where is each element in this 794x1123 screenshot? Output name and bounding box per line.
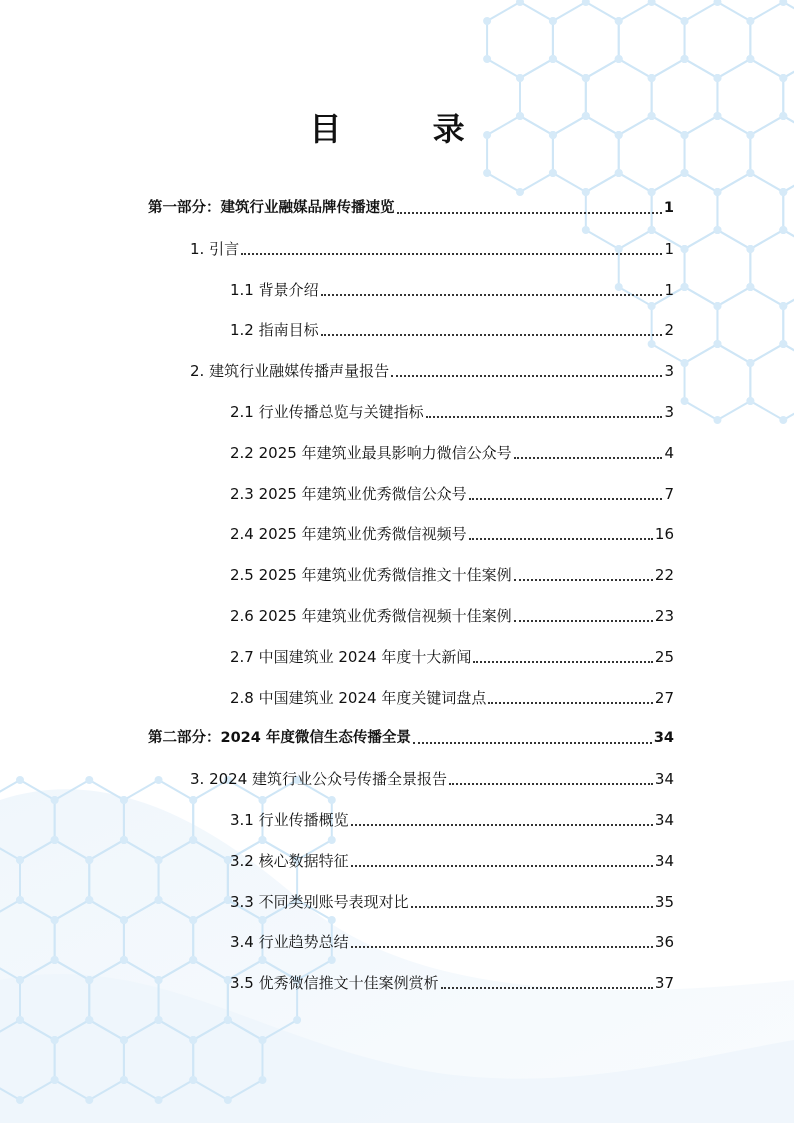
dot-leader [441, 987, 653, 989]
toc-entry-section[interactable] [230, 522, 674, 544]
toc-entry-section[interactable] [230, 441, 674, 463]
toc-entry-label: 3.1 行业传播概览 [230, 811, 349, 829]
dot-leader [351, 946, 653, 948]
toc-entry-page-number: 34 [653, 730, 674, 747]
toc-entry-page-number: 23 [654, 607, 674, 625]
toc-entry-section[interactable] [230, 400, 674, 422]
dot-leader [411, 906, 653, 908]
dot-leader [391, 375, 662, 377]
toc-entry-section[interactable] [230, 808, 674, 830]
toc-entry-page-number: 34 [654, 770, 674, 789]
toc-entry-label: 2.5 2025 年建筑业优秀微信推文十佳案例 [230, 566, 512, 585]
toc-heading: 目 录 [309, 110, 505, 148]
toc-entry-label: 2.3 2025 年建筑业优秀微信公众号 [230, 484, 467, 503]
dot-leader [397, 212, 662, 214]
dot-leader [413, 742, 652, 744]
dot-leader [514, 579, 653, 581]
toc-entry-page-number: 35 [654, 892, 674, 911]
toc-entry-label: 2.7 中国建筑业 2024 年度十大新闻 [230, 647, 472, 666]
dot-leader [351, 865, 653, 867]
toc-entry-label: 3.5 优秀微信推文十佳案例赏析 [230, 974, 439, 993]
dot-leader [351, 824, 653, 826]
toc-entry-page-number: 16 [654, 525, 674, 544]
toc-entry-section[interactable] [230, 971, 674, 993]
dot-leader [321, 334, 663, 336]
toc-entry-label: 2.1 行业传播总览与关键指标 [230, 403, 424, 421]
toc-entry-chapter[interactable] [190, 237, 674, 259]
dot-leader [426, 416, 663, 418]
toc-entry-label: 2.2 2025 年建筑业最具影响力微信公众号 [230, 443, 512, 462]
toc-entry-section[interactable] [230, 482, 674, 504]
toc-entry-page-number: 34 [654, 811, 674, 829]
toc-entry-page-number: 1 [664, 280, 674, 299]
toc-entry-part[interactable] [148, 726, 674, 748]
toc-entry-label: 2.4 2025 年建筑业优秀微信视频号 [230, 525, 467, 544]
toc-entry-page-number: 34 [654, 851, 674, 870]
toc-entry-label: 2. 建筑行业融媒传播声量报告 [190, 362, 390, 381]
toc-entry-page-number: 37 [654, 974, 674, 993]
toc-entry-label: 2.8 中国建筑业 2024 年度关键词盘点 [230, 688, 487, 707]
toc-entry-chapter[interactable] [190, 359, 674, 381]
toc-entry-page-number: 2 [664, 321, 674, 340]
toc-entry-label: 3.3 不同类别账号表现对比 [230, 892, 409, 911]
dot-leader [469, 498, 663, 500]
toc-entry-label: 第一部分：建筑行业融媒品牌传播速览 [148, 200, 395, 216]
toc-entry-label: 3.2 核心数据特征 [230, 851, 349, 870]
toc-entry-label: 1.1 背景介绍 [230, 280, 319, 299]
toc-entry-section[interactable] [230, 563, 674, 585]
toc-entry-label: 3. 2024 建筑行业公众号传播全景报告 [190, 770, 448, 789]
dot-leader [514, 620, 653, 622]
dot-leader [488, 702, 653, 704]
toc-entry-label: 1. 引言 [190, 239, 240, 258]
dot-leader [469, 538, 653, 540]
toc-entry-label: 1.2 指南目标 [230, 321, 319, 340]
dot-leader [321, 294, 663, 296]
toc-entry-page-number: 1 [664, 239, 674, 258]
toc-entry-section[interactable] [230, 318, 674, 340]
toc-entry-page-number: 7 [664, 484, 674, 503]
toc-entry-page-number: 25 [654, 647, 674, 666]
toc-entry-page-number: 36 [654, 933, 674, 952]
dot-leader [449, 783, 653, 785]
toc-entry-page-number: 3 [664, 362, 674, 381]
toc-entry-page-number: 4 [664, 443, 674, 462]
toc-entry-section[interactable] [230, 645, 674, 667]
toc-entry-page-number: 22 [654, 566, 674, 585]
toc-entry-label: 第二部分：2024 年度微信生态传播全景 [148, 730, 411, 747]
toc-entry-section[interactable] [230, 686, 674, 708]
toc-entry-section[interactable] [230, 890, 674, 912]
toc-entry-label: 2.6 2025 年建筑业优秀微信视频十佳案例 [230, 607, 512, 625]
dot-leader [241, 253, 662, 255]
toc-entry-part[interactable] [148, 196, 674, 218]
dot-leader [473, 661, 653, 663]
toc-entry-section[interactable] [230, 278, 674, 300]
toc-entry-label: 3.4 行业趋势总结 [230, 933, 349, 952]
toc-entry-section[interactable] [230, 930, 674, 952]
toc-entry-section[interactable] [230, 849, 674, 871]
dot-leader [514, 457, 663, 459]
toc-entry-page-number: 1 [663, 200, 674, 216]
toc-entry-chapter[interactable] [190, 767, 674, 789]
toc-entry-page-number: 3 [664, 403, 674, 421]
toc-entry-page-number: 27 [654, 688, 674, 707]
toc-entry-section[interactable] [230, 604, 674, 626]
